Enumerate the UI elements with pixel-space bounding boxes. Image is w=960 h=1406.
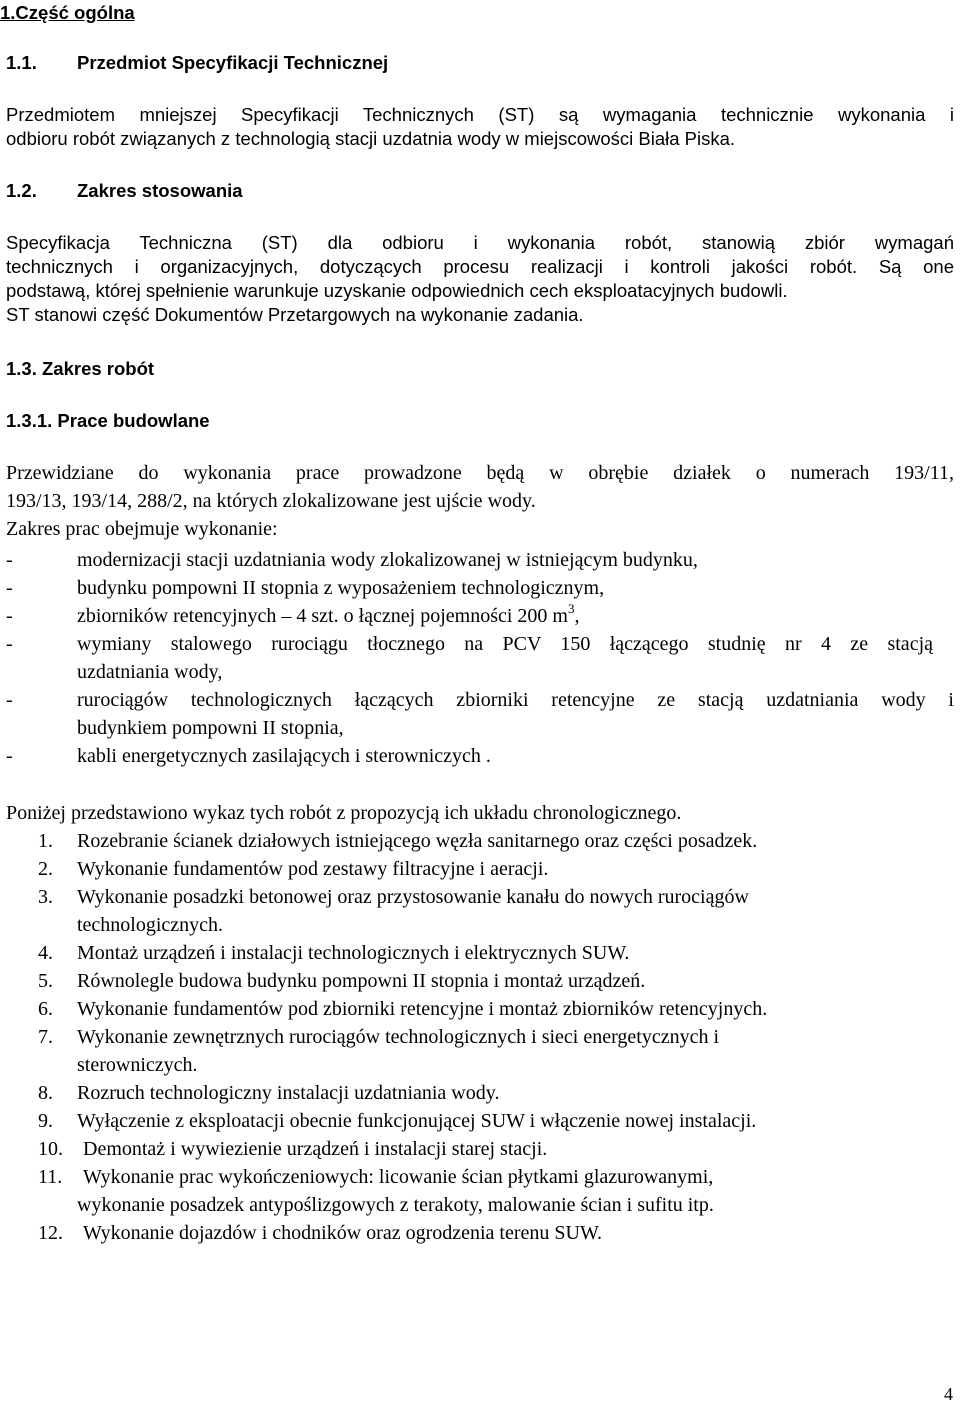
step-11-line-2: wykonanie posadzek antypoślizgowych z terakoty, malowanie ścian i sufitu itp. [77, 1194, 714, 1216]
step-12: Wykonanie dojazdów i chodników oraz ogrodzenia terenu SUW. [83, 1222, 603, 1244]
bullet-marker: - [6, 605, 13, 627]
paragraph-1-2-line-3: podstawą, której spełnienie warunkuje uzyskanie odpowiednich cech eksploatacyjnych budowli. [6, 280, 788, 301]
section-title: 1.Część ogólna [0, 2, 135, 23]
step-11-line-1: Wykonanie prac wykończeniowych: licowanie ścian płytkami glazurowanymi, [83, 1166, 714, 1188]
subsection-1-3-1-title: 1.3.1. Prace budowlane [6, 410, 210, 431]
bullet-3-end: , [574, 605, 580, 627]
step-number: 9. [38, 1110, 53, 1132]
step-6: Wykonanie fundamentów pod zbiorniki retencyjne i montaż zbiorników retencyjnych. [77, 998, 768, 1020]
step-1: Rozebranie ścianek działowych istniejącego węzła sanitarnego oraz części posadzek. [77, 830, 758, 852]
bullet-5-line-1: rurociągów technologicznych łączących zbiorniki retencyjne ze stacją uzdatniania wody i [77, 689, 954, 711]
subsection-1-1-title: Przedmiot Specyfikacji Technicznej [77, 52, 389, 73]
step-number: 10. [38, 1138, 63, 1160]
step-9: Wyłączenie z eksploatacji obecnie funkcjonującej SUW i włączenie nowej instalacji. [77, 1110, 757, 1132]
paragraph-1-2-line-1: Specyfikacja Techniczna (ST) dla odbioru i wykonania robót, stanowią zbiór wymagań [6, 232, 954, 253]
bullet-5-line-2: budynkiem pompowni II stopnia, [77, 717, 344, 739]
step-4: Montaż urządzeń i instalacji technologicznych i elektrycznych SUW. [77, 942, 630, 964]
step-7-line-1: Wykonanie zewnętrznych rurociągów technologicznych i sieci energetycznych i [77, 1026, 720, 1048]
step-number: 2. [38, 858, 53, 880]
step-5: Równolegle budowa budynku pompowni II stopnia i montaż urządzeń. [77, 970, 646, 992]
step-number: 3. [38, 886, 53, 908]
paragraph-1-2-line-2: technicznych i organizacyjnych, dotyczących procesu realizacji i kontroli jakości robót. Są one [6, 256, 954, 277]
subsection-1-1-number: 1.1. [6, 52, 37, 73]
paragraph-1-1-line-1: Przedmiotem mniejszej Specyfikacji Technicznych (ST) są wymagania technicznie wykonania i [6, 104, 954, 125]
list-intro: Poniżej przedstawiono wykaz tych robót z propozycją ich układu chronologicznego. [6, 802, 682, 824]
bullet-marker: - [6, 549, 13, 571]
superscript-3: 3 [567, 601, 575, 616]
bullet-4-line-2: uzdatniania wody, [77, 661, 223, 683]
bullet-3 [77, 601, 580, 628]
step-number: 12. [38, 1222, 63, 1244]
step-2: Wykonanie fundamentów pod zestawy filtracyjne i aeracji. [77, 858, 549, 880]
step-number: 1. [38, 830, 53, 852]
paragraph-1-2-line-4: ST stanowi część Dokumentów Przetargowych na wykonanie zadania. [6, 304, 584, 325]
scope-intro: Zakres prac obejmuje wykonanie: [6, 518, 278, 540]
step-number: 8. [38, 1082, 53, 1104]
subsection-1-2-title: Zakres stosowania [77, 180, 243, 201]
step-number: 5. [38, 970, 53, 992]
subsection-1-3-title: 1.3. Zakres robót [6, 358, 155, 379]
subsection-1-2-number: 1.2. [6, 180, 37, 201]
bullet-marker: - [6, 689, 13, 711]
step-number: 4. [38, 942, 53, 964]
step-3-line-2: technologicznych. [77, 914, 224, 936]
bullet-marker: - [6, 633, 13, 655]
step-7-line-2: sterowniczych. [77, 1054, 198, 1076]
step-3-line-1: Wykonanie posadzki betonowej oraz przystosowanie kanału do nowych rurociągów [77, 886, 749, 908]
intro-line-2: 193/13, 193/14, 288/2, na których zlokalizowane jest ujście wody. [6, 490, 536, 512]
bullet-6: kabli energetycznych zasilających i sterowniczych . [77, 745, 491, 767]
intro-line-1: Przewidziane do wykonania prace prowadzone będą w obrębie działek o numerach 193/11, [6, 462, 954, 484]
bullet-1: modernizacji stacji uzdatniania wody zlokalizowanej w istniejącym budynku, [77, 549, 698, 571]
step-number: 11. [38, 1166, 63, 1188]
bullet-2: budynku pompowni II stopnia z wyposażeniem technologicznym, [77, 577, 605, 599]
step-number: 6. [38, 998, 53, 1020]
paragraph-1-1-line-2: odbioru robót związanych z technologią stacji uzdatnia wody w miejscowości Biała Piska. [6, 128, 736, 149]
step-10: Demontaż i wywiezienie urządzeń i instalacji starej stacji. [83, 1138, 548, 1160]
step-8: Rozruch technologiczny instalacji uzdatniania wody. [77, 1082, 500, 1104]
bullet-marker: - [6, 577, 13, 599]
page-number: 4 [944, 1384, 953, 1404]
bullet-4-line-1: wymiany stalowego rurociągu tłocznego na PCV 150 łączącego studnię nr 4 ze stacją [77, 633, 933, 655]
bullet-3-text: zbiorników retencyjnych – 4 szt. o łącznej pojemności 200 m [77, 605, 568, 627]
bullet-marker: - [6, 745, 13, 767]
step-number: 7. [38, 1026, 53, 1048]
